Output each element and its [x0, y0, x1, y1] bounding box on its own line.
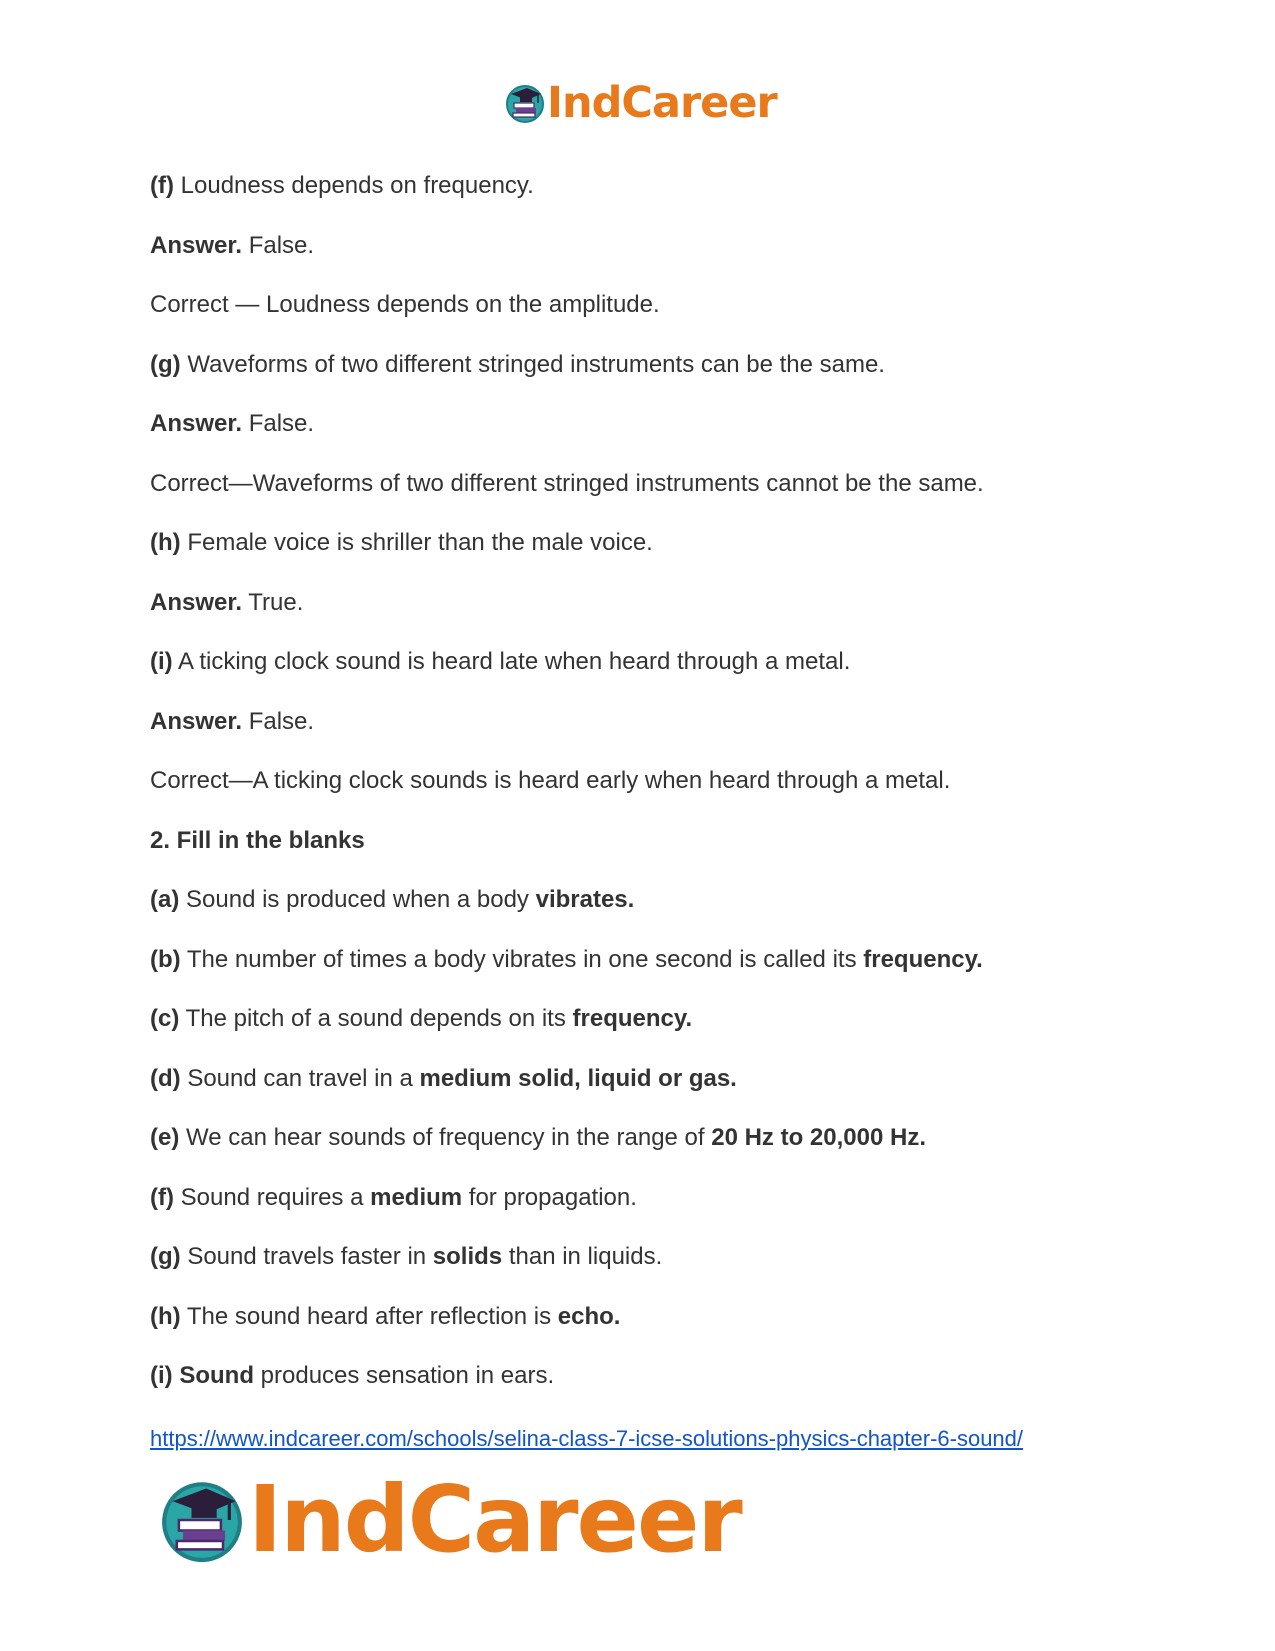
bold-text: (h)	[150, 529, 181, 556]
graduation-cap-books-globe-icon	[505, 83, 545, 123]
text-span: produces sensation in ears.	[253, 1362, 555, 1389]
text-span: Correct—Waveforms of two different stringed instruments cannot be the same.	[150, 469, 984, 497]
text-span: The sound heard after reflection is	[180, 1302, 558, 1330]
text-span: than in liquids.	[502, 1243, 663, 1270]
bold-text: Answer.	[150, 588, 243, 616]
text-line	[150, 410, 1150, 438]
bold-text: medium solid, liquid or gas.	[419, 1064, 737, 1092]
text-span: The number of times a body vibrates in one second is called its	[180, 945, 864, 973]
bold-text: solids	[432, 1243, 503, 1270]
text-line	[150, 1303, 1150, 1331]
text-line	[150, 470, 1150, 498]
text-line	[150, 1243, 1150, 1271]
text-span: Female voice is shriller than the male voice.	[180, 529, 653, 556]
text-span: Waveforms of two different stringed instruments can be the same.	[180, 350, 885, 378]
bold-text: (f)	[150, 172, 174, 199]
text-span: for propagation.	[462, 1183, 637, 1211]
bold-text: (i)	[150, 1362, 173, 1389]
bold-text: 20 Hz to 20,000 Hz.	[711, 1124, 926, 1151]
text-span: A ticking clock sound is heard late when heard through a metal.	[172, 648, 851, 675]
bold-text: Answer.	[150, 231, 243, 259]
text-span: Correct — Loudness depends on the amplitude.	[150, 291, 660, 318]
bold-text: (g)	[150, 1243, 181, 1270]
bold-text: (f)	[150, 1183, 174, 1211]
text-span: Sound travels faster in	[180, 1243, 433, 1270]
text-span: Loudness depends on frequency.	[173, 172, 534, 199]
bold-text: 2. Fill in the blanks	[150, 826, 365, 854]
text-line	[150, 1124, 1150, 1152]
text-line	[150, 708, 1150, 736]
text-span: Sound requires a	[173, 1183, 371, 1211]
header-logo-text: IndCareer	[547, 77, 777, 128]
text-span: False.	[242, 410, 315, 437]
text-span: Sound can travel in a	[180, 1064, 420, 1092]
text-line	[150, 589, 1150, 617]
bold-text: frequency.	[863, 945, 983, 973]
text-line	[150, 1184, 1150, 1212]
text-line	[150, 351, 1150, 379]
text-line	[150, 1005, 1150, 1033]
text-span: False.	[242, 707, 315, 735]
document-body	[150, 172, 1150, 1422]
text-span: We can hear sounds of frequency in the range of	[179, 1124, 712, 1151]
footer-logo-text: IndCareer	[248, 1466, 741, 1573]
bold-text: frequency.	[572, 1005, 693, 1032]
bold-text: Sound	[179, 1362, 254, 1389]
text-line	[150, 291, 1150, 319]
text-span: False.	[242, 231, 315, 259]
text-line	[150, 767, 1150, 795]
graduation-cap-books-globe-icon	[160, 1478, 244, 1562]
bold-text: medium	[370, 1183, 463, 1211]
text-line	[150, 648, 1150, 676]
bold-text: (i)	[150, 648, 173, 675]
text-line	[150, 172, 1150, 200]
text-line	[150, 232, 1150, 260]
text-line	[150, 529, 1150, 557]
text-line	[150, 886, 1150, 914]
footer-logo	[160, 1466, 741, 1573]
bold-text: (b)	[150, 945, 181, 973]
bold-text: (g)	[150, 350, 181, 378]
bold-text: echo.	[557, 1302, 621, 1330]
text-span: True.	[242, 588, 304, 616]
source-link[interactable]: https://www.indcareer.com/schools/selina-class-7-icse-solutions-physics-chapter-6-sound/	[150, 1426, 1024, 1451]
bold-text: (a)	[150, 886, 180, 913]
text-line	[150, 1065, 1150, 1093]
text-line	[150, 946, 1150, 974]
bold-text: (c)	[150, 1005, 180, 1032]
bold-text: (d)	[150, 1064, 181, 1092]
text-span: Sound is produced when a body	[179, 886, 536, 913]
bold-text: (h)	[150, 1302, 181, 1330]
text-line	[150, 827, 1150, 855]
text-span: Correct—A ticking clock sounds is heard early when heard through a metal.	[150, 767, 951, 794]
text-span: The pitch of a sound depends on its	[179, 1005, 573, 1032]
bold-text: Answer.	[150, 707, 243, 735]
bold-text: (e)	[150, 1124, 180, 1151]
bold-text: vibrates.	[535, 886, 635, 913]
header-logo	[505, 78, 777, 128]
bold-text: Answer.	[150, 410, 243, 437]
text-line	[150, 1362, 1150, 1390]
